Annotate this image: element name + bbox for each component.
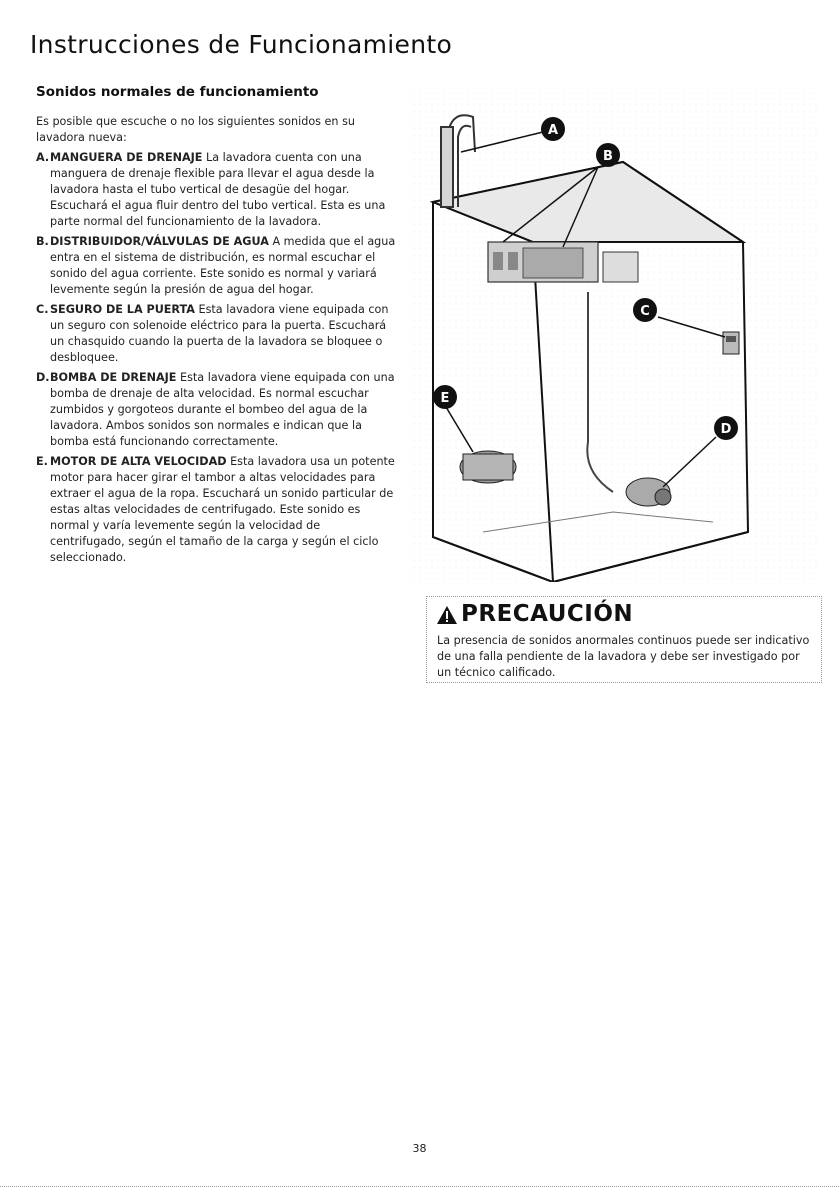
- svg-text:E: E: [440, 391, 450, 406]
- item-text: Esta lavadora viene equipada con una bomba de drenaje de alta velocidad. Es normal escuchar zumbidos y gorgoteos durante el bombeo del agua de la lavadora. Ambos sonidos son normales e indican que la bomba está funcionando correctamente.: [50, 371, 395, 448]
- callout-d: [714, 416, 738, 440]
- item-letter: A.: [36, 151, 50, 164]
- svg-text:D: D: [720, 422, 732, 437]
- item-text: La lavadora cuenta con una manguera de drenaje flexible para llevar el agua desde la lavadora hasta el tubo vertical de desagüe del hogar. Escuchará el agua fluir dentro del tubo vertical. Esta es una parte normal del funcionamiento de la lavadora.: [50, 151, 386, 228]
- sound-item-b: [36, 234, 396, 298]
- callout-c: [633, 298, 657, 322]
- caution-heading: PRECAUCIÓN: [461, 601, 634, 627]
- sound-item-c: [36, 302, 396, 366]
- section-heading: Sonidos normales de funcionamiento: [36, 84, 319, 100]
- item-heading: MOTOR DE ALTA VELOCIDAD: [50, 455, 227, 468]
- sound-item-a: [36, 150, 396, 230]
- item-heading: SEGURO DE LA PUERTA: [50, 303, 195, 316]
- item-text: Esta lavadora usa un potente motor para hacer girar el tambor a altas velocidades para extraer el agua de la ropa. Escuchará un sonido particular de estas altas velocidades de centrifugado. Este sonido es normal y varía levemente según la velocidad de centrifugado, según el tamaño de la carga y según el ciclo seleccionado.: [50, 455, 395, 564]
- motor: [460, 451, 516, 483]
- svg-text:C: C: [640, 304, 650, 319]
- callout-a: [541, 117, 565, 141]
- intro-paragraph: Es posible que escuche o no los siguientes sonidos en su lavadora nueva:: [36, 115, 355, 144]
- item-text: A medida que el agua entra en el sistema de distribución, es normal escuchar el sonido del agua corriente. Este sonido es normal y variará levemente según la presión de agua del hogar.: [50, 235, 396, 296]
- item-heading: MANGUERA DE DRENAJE: [50, 151, 203, 164]
- sound-list: [36, 150, 396, 570]
- door-lock: [723, 332, 739, 354]
- sound-item-e: [36, 454, 396, 566]
- item-letter: E.: [36, 455, 48, 468]
- item-heading: DISTRIBUIDOR/VÁLVULAS DE AGUA: [50, 235, 269, 248]
- page-number: 38: [412, 1142, 427, 1155]
- item-letter: D.: [36, 371, 50, 384]
- sound-item-d: [36, 370, 396, 450]
- washer-diagram: [413, 92, 821, 582]
- callout-e: [433, 385, 457, 409]
- svg-text:B: B: [603, 149, 613, 164]
- caution-text: La presencia de sonidos anormales continuos puede ser indicativo de una falla pendiente de la lavadora y debe ser investigado por un técnico calificado.: [437, 634, 810, 679]
- callout-b: [596, 143, 620, 167]
- item-letter: C.: [36, 303, 49, 316]
- item-heading: BOMBA DE DRENAJE: [50, 371, 177, 384]
- drain-pump: [626, 478, 671, 506]
- page-title: Instrucciones de Funcionamiento: [30, 30, 453, 59]
- item-text: Esta lavadora viene equipada con un seguro con solenoide eléctrico para la puerta. Escuchará un chasquido cuando la puerta de la lavadora se bloquee o desbloquee.: [50, 303, 389, 364]
- item-letter: B.: [36, 235, 49, 248]
- warning-triangle-icon: [436, 605, 458, 625]
- bottom-rule: [0, 1186, 839, 1187]
- svg-text:A: A: [547, 123, 559, 138]
- caution-box: [426, 596, 822, 683]
